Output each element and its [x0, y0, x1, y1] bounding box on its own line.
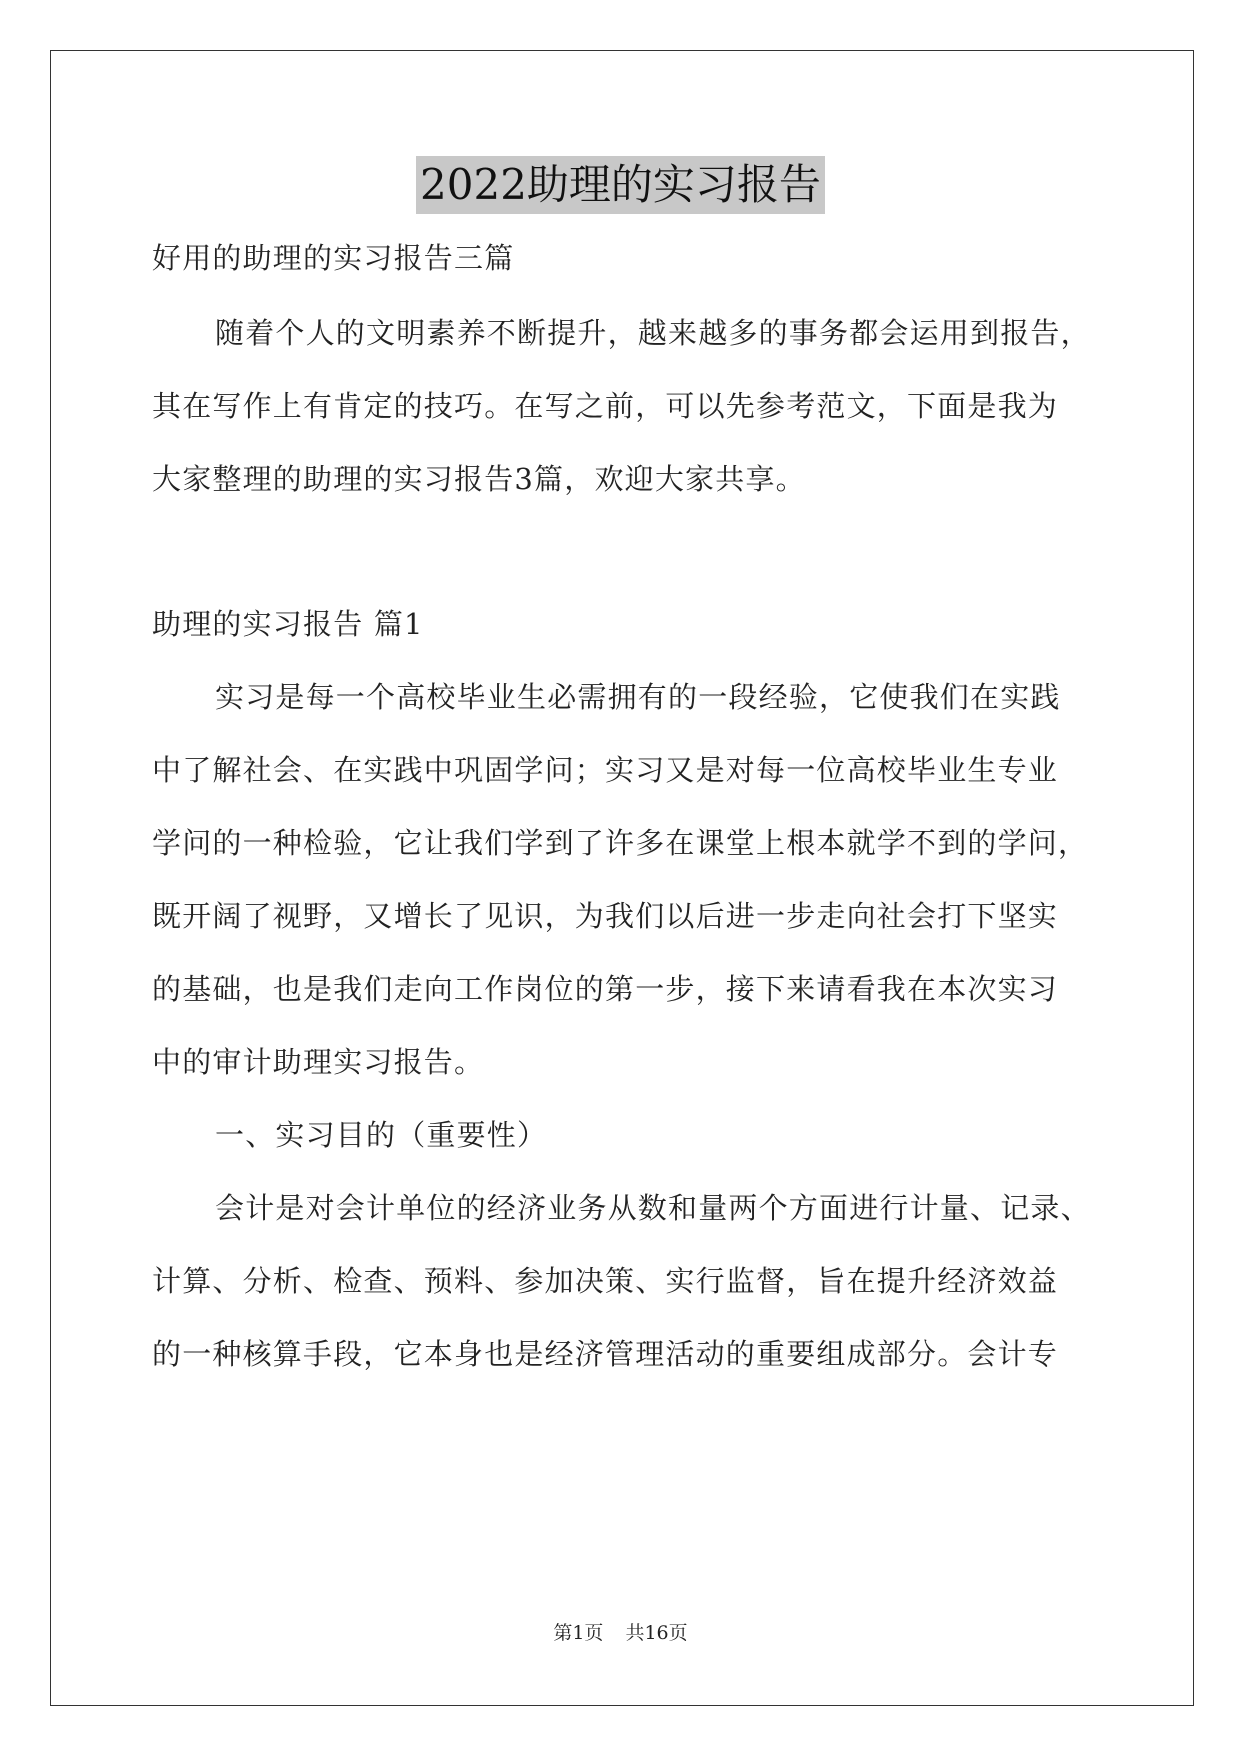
page-number: 第1页 — [553, 1622, 604, 1644]
subsection-line-3: 的一种核算手段，它本身也是经济管理活动的重要组成部分。会计专 — [152, 1337, 1059, 1371]
section-line-2: 中了解社会、在实践中巩固学问；实习又是对每一位高校毕业生专业 — [152, 753, 1059, 787]
document-subtitle: 好用的助理的实习报告三篇 — [152, 241, 515, 275]
section-line-1: 实习是每一个高校毕业生必需拥有的一段经验，它使我们在实践 — [215, 680, 1061, 714]
document-title: 2022助理的实习报告 — [416, 156, 825, 214]
title-wrap — [0, 156, 1241, 214]
section-line-6: 中的审计助理实习报告。 — [152, 1045, 485, 1079]
page-border — [50, 50, 1194, 1706]
intro-line-1: 随着个人的文明素养不断提升，越来越多的事务都会运用到报告， — [215, 316, 1091, 350]
page-total: 共16页 — [625, 1622, 688, 1644]
subsection-line-2: 计算、分析、检查、预料、参加决策、实行监督，旨在提升经济效益 — [152, 1264, 1059, 1298]
section-line-4: 既开阔了视野，又增长了见识，为我们以后进一步走向社会打下坚实 — [152, 899, 1059, 933]
subsection-heading: 一、实习目的（重要性） — [215, 1118, 548, 1152]
section-line-5: 的基础，也是我们走向工作岗位的第一步，接下来请看我在本次实习 — [152, 972, 1059, 1006]
section-heading: 助理的实习报告 篇1 — [152, 607, 424, 641]
subsection-line-1: 会计是对会计单位的经济业务从数和量两个方面进行计量、记录、 — [215, 1191, 1091, 1225]
section-line-3: 学问的一种检验，它让我们学到了许多在课堂上根本就学不到的学问， — [152, 826, 1089, 860]
page-footer — [0, 1618, 1241, 1645]
intro-line-2: 其在写作上有肯定的技巧。在写之前，可以先参考范文，下面是我为 — [152, 389, 1059, 423]
intro-line-3: 大家整理的助理的实习报告3篇，欢迎大家共享。 — [152, 462, 806, 496]
